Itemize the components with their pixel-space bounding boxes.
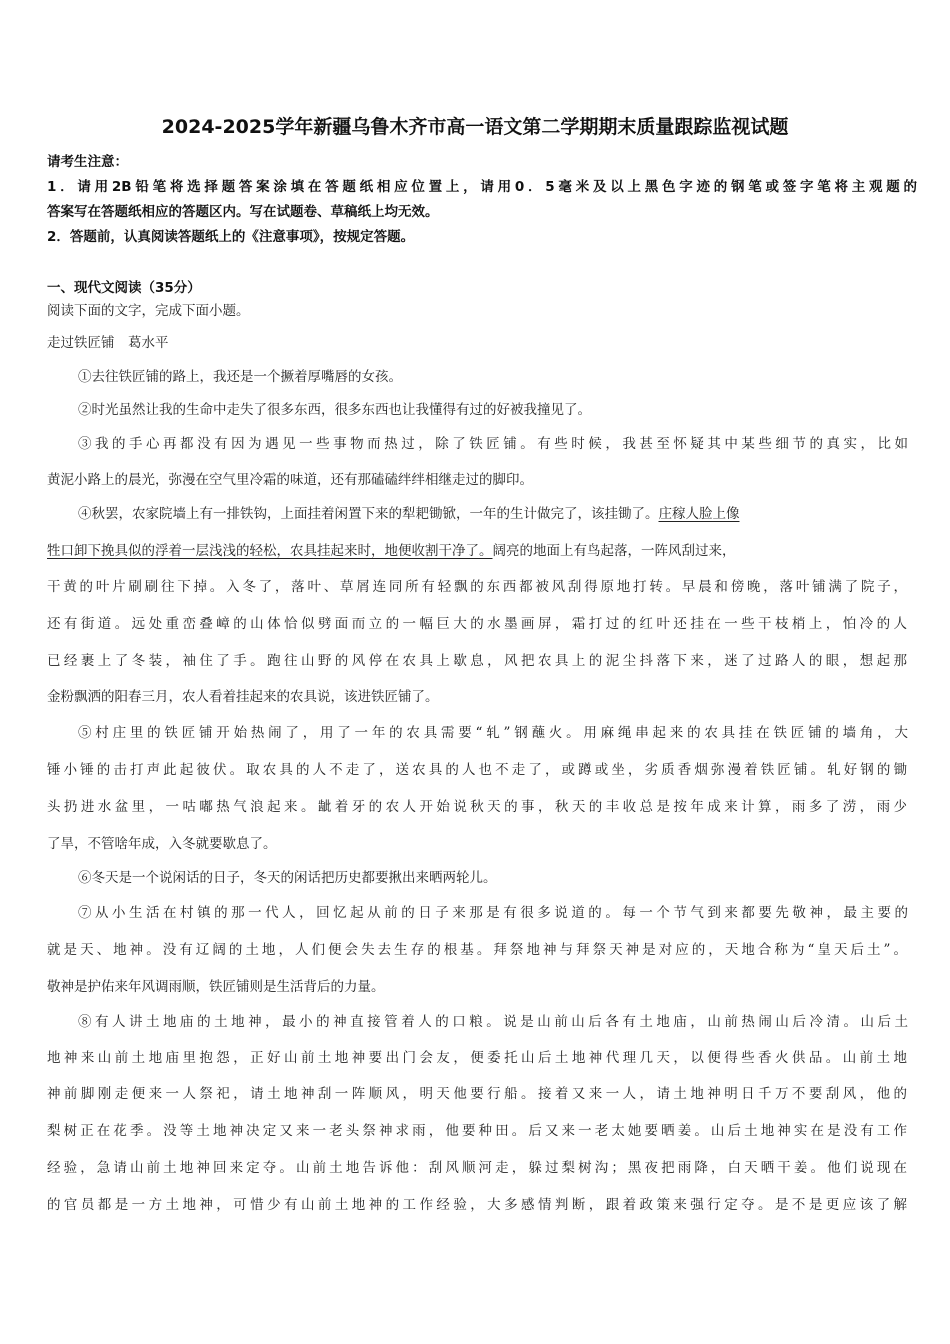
paragraph-8-line-2: 地神来山前土地庙里抱怨，正好山前土地神要出门会友，便委托山后土地神代理几天，以便得些香火供品。山前土地 (47, 1050, 907, 1066)
paragraph-7-line-2: 就是天、地神。没有辽阔的土地，人们便会失去生存的根基。拜祭地神与拜祭天神是对应的，天地合称为“皇天后土”。 (47, 942, 907, 958)
paragraph-5-line-2: 锤小锤的击打声此起彼伏。取农具的人不走了，送农具的人也不走了，或蹲或坐，劣质香烟弥漫着铁匠铺。轧好钢的锄 (47, 762, 907, 778)
notice-item-1-line-2: 答案写在答题纸相应的答题区内。写在试题卷、草稿纸上均无效。 (47, 204, 439, 220)
paragraph-8-line-5: 经验，急请山前土地神回来定夺。山前土地告诉他：刮风顺河走，躲过梨树沟；黑夜把雨降，白天晒干姜。他们说现在 (47, 1160, 907, 1176)
paragraph-8-line-1: ⑧有人讲土地庙的土地神，最小的神直接管着人的口粮。说是山前山后各有土地庙，山前热闹山后冷清。山后土 (78, 1014, 908, 1030)
notice-item-2: 2．答题前，认真阅读答题纸上的《注意事项》，按规定答题。 (47, 229, 415, 245)
paragraph-8-line-3: 神前脚刚走便来一人祭祀，请土地神刮一阵顺风，明天他要行船。接着又来一人，请土地神明日千万不要刮风，他的 (47, 1086, 907, 1102)
notice-item-1-line-1: 1．请用2B铅笔将选择题答案涂填在答题纸相应位置上，请用0．5毫米及以上黑色字迹的钢笔或签字笔将主观题的 (47, 179, 917, 195)
paragraph-4-text: 阔亮的地面上有鸟起落，一阵风刮过来， (492, 543, 736, 559)
paragraph-6: ⑥冬天是一个说闲话的日子，冬天的闲话把历史都要揪出来晒两轮儿。 (78, 870, 497, 886)
paragraph-4-line-3: 干黄的叶片刷刷往下掉。入冬了，落叶、草屑连同所有轻飘的东西都被风刮得原地打转。早晨和傍晚，落叶铺满了院子， (47, 579, 907, 595)
article-title: 走过铁匠铺 葛水平 (47, 335, 169, 351)
notice-heading: 请考生注意： (47, 154, 128, 170)
paragraph-4-line-6: 金粉飘洒的阳春三月，农人看着挂起来的农具说，该进铁匠铺了。 (47, 689, 439, 705)
paragraph-7-line-1: ⑦从小生活在村镇的那一代人，回忆起从前的日子来那是有很多说道的。每一个节气到来都要先敬神，最主要的 (78, 905, 908, 921)
page-title: 2024-2025学年新疆乌鲁木齐市高一语文第二学期期末质量跟踪监视试题 (161, 116, 789, 138)
underlined-sentence: 庄稼人脸上像 (658, 506, 740, 522)
paragraph-2: ②时光虽然让我的生命中走失了很多东西，很多东西也让我懂得有过的好被我撞见了。 (78, 402, 591, 418)
section-heading: 一、现代文阅读（35分） (47, 280, 201, 296)
underlined-sentence: 牲口卸下挽具似的浮着一层浅浅的轻松，农具挂起来时，地便收割干净了。 (47, 543, 493, 559)
paragraph-4-line-4: 还有街道。远处重峦叠嶂的山体恰似劈面而立的一幅巨大的水墨画屏，霜打过的红叶还挂在一些干枝梢上，怕冷的人 (47, 616, 907, 632)
paragraph-4-text: ④秋罢，农家院墙上有一排铁钩，上面挂着闲置下来的犁耙锄锨，一年的生计做完了，该挂锄了。 (78, 506, 659, 522)
paragraph-4-line-2 (47, 540, 907, 562)
paragraph-3-line-1: ③我的手心再都没有因为遇见一些事物而热过，除了铁匠铺。有些时候，我甚至怀疑其中某些细节的真实，比如 (78, 436, 908, 452)
paragraph-8-line-6: 的官员都是一方土地神，可惜少有山前土地神的工作经验，大多感情判断，跟着政策来强行定夺。是不是更应该了解 (47, 1197, 907, 1213)
paragraph-4-line-5: 已经裹上了冬装，袖住了手。跑往山野的风停在农具上歇息，风把农具上的泥尘抖落下来，迷了过路人的眼，想起那 (47, 653, 907, 669)
paragraph-3-line-2: 黄泥小路上的晨光，弥漫在空气里冷霜的味道，还有那磕磕绊绊相继走过的脚印。 (47, 472, 533, 488)
paragraph-1: ①去往铁匠铺的路上，我还是一个撅着厚嘴唇的女孩。 (78, 369, 402, 385)
paragraph-4-line-1 (78, 503, 908, 525)
paragraph-5-line-1: ⑤村庄里的铁匠铺开始热闹了，用了一年的农具需要“轧”钢蘸火。用麻绳串起来的农具挂在铁匠铺的墙角，大 (78, 725, 908, 741)
reading-instruction: 阅读下面的文字，完成下面小题。 (47, 303, 250, 319)
paragraph-8-line-4: 梨树正在花季。没等土地神决定又来一老头祭神求雨，他要种田。后又来一老太她要晒姜。山后土地神实在是没有工作 (47, 1123, 907, 1139)
paragraph-7-line-3: 敬神是护佑来年风调雨顺，铁匠铺则是生活背后的力量。 (47, 979, 385, 995)
paragraph-5-line-4: 了旱，不管啥年成，入冬就要歇息了。 (47, 836, 277, 852)
paragraph-5-line-3: 头扔进水盆里，一咕嘟热气浪起来。龇着牙的农人开始说秋天的事，秋天的丰收总是按年成来计算，雨多了涝，雨少 (47, 799, 907, 815)
